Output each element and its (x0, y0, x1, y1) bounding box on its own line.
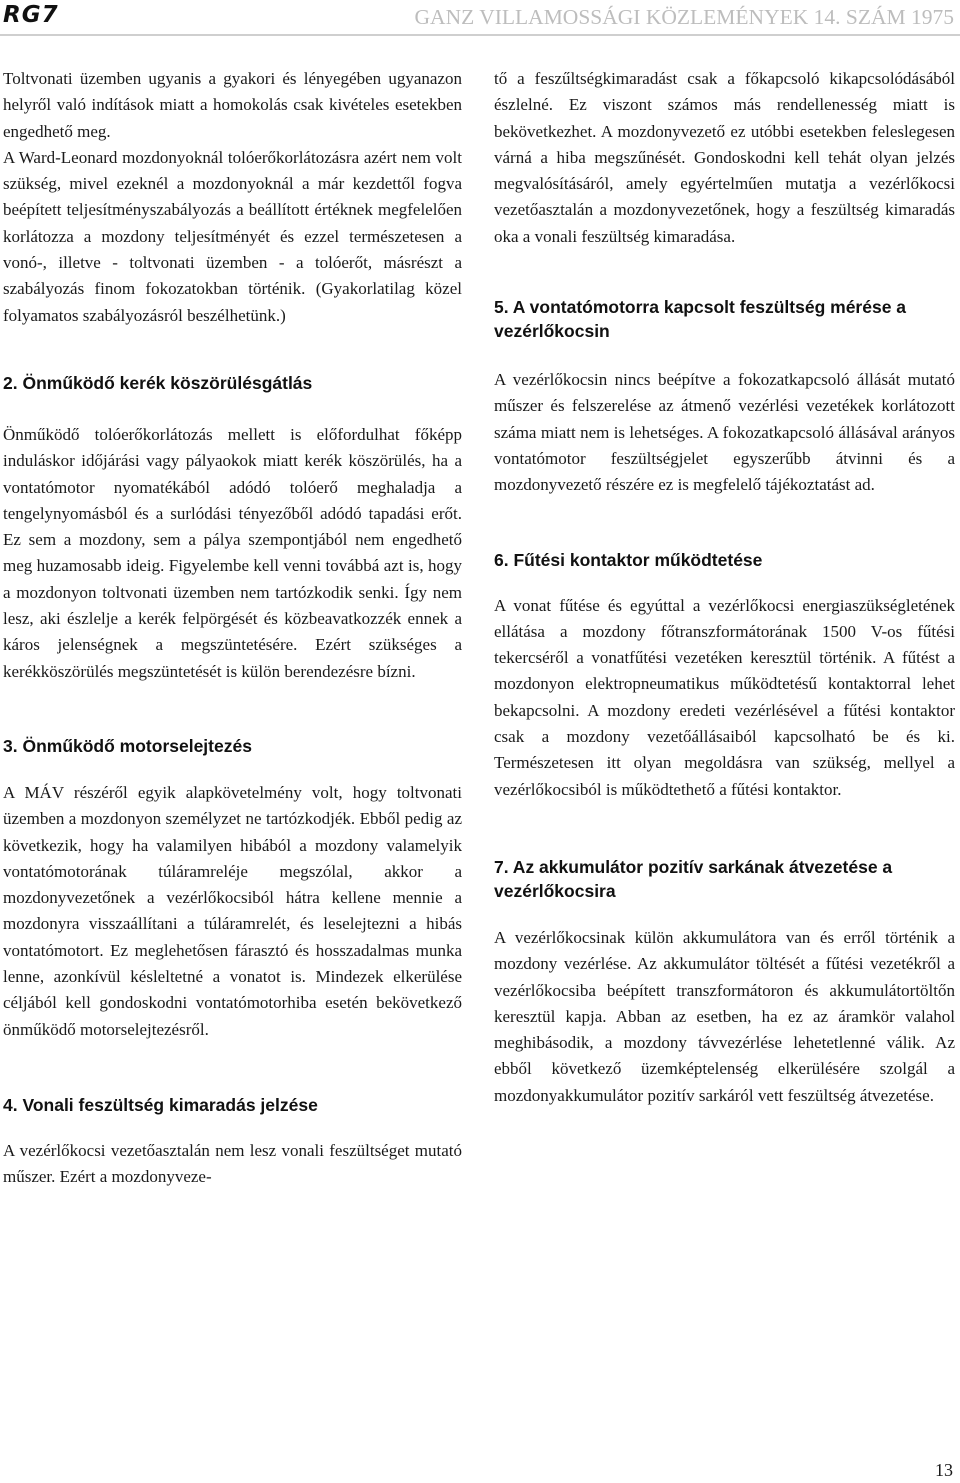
section-5-heading: 5. A vontatómotorra kapcsolt feszültség mérése a vezérlőkocsin (494, 297, 907, 342)
section-2-heading: 2. Önműködő kerék köszörülésgátlás (3, 372, 313, 393)
paragraph-ward-leonard: A Ward-Leonard mozdonyoknál tolóerőkorlátozásra azért nem volt szükség, mivel ezeknél a mozdonyoknál a már kezdettől fogva beépített teljesítményszabályozás a beállított értéknek megfelelően korlátozza a mozdony teljesítményét és ezzel természetesen a vonó-, illetve - toltvonati üzemben - a tolóerőt, másrészt a szabályozás finom fokozatokban történik. (Gyakorlatilag közel folyamatos szabályozásról beszélhetünk.) (3, 147, 462, 325)
page-header (0, 0, 960, 36)
left-column (3, 66, 462, 1191)
section-4-text: A vezérlőkocsi vezetőasztalán nem lesz vonali feszültséget mutató műszer. Ezért a mozdonyveze- (3, 1140, 462, 1187)
section-3-heading: 3. Önműködő motorselejtezés (3, 735, 252, 756)
section-4-heading: 4. Vonali feszültség kimaradás jelzése (3, 1094, 318, 1115)
section-4-continued: tő a feszűltségkimaradást csak a főkapcsoló kikapcsolódásából észlelné. Ez viszont számos más rendellenesség miatt is bekövetkezhet. A mozdonyvezető ez utóbbi esetekben feleslegesen várná a hiba megszűnését. Gondoskodni kell tehát olyan jelzés megvalósításáról, amely egyértelműen mutatja a vezérlőkocsi vezetőasztalán a mozdonyvezetőnek, hogy a feszültség kimaradás oka a vonali feszültség kimaradása. (494, 69, 955, 246)
paragraph-homokolas: Toltvonati üzemben ugyanis a gyakori és lényegében ugyanazon helyről való indítások miatt a homokolás csak kivételes esetekben engedhető meg. (3, 69, 462, 141)
right-column (494, 66, 955, 1109)
section-2-text: Önműködő tolóerőkorlátozás mellett is előfordulhat főképp induláskor időjárási vagy pályaokok miatt kerék köszörülés, ha a vontatómotor nyomatékából adódó tolóerő meghaladja a tengelynyomásból és a surlódási tényezőből adódó tapadási erőt. Ez sem a mozdony, sem a pálya szempontjából nem engedhető meg huzamosabb ideig. Figyelembe kell venni továbbá azt is, hogy a mozdonyon toltvonati üzemben nem tartózkodik senki. Így nem lesz, aki észlelje a kerék felpörgését és közbeavatkozzék ennek a káros jelenségnek a megszüntetésére. Ezért szükséges a kerékköszörülés megszüntetését is külön berendezésre bízni. (3, 424, 462, 681)
section-6-heading: 6. Fűtési kontaktor működtetése (494, 549, 763, 570)
section-5-text: A vezérlőkocsin nincs beépítve a fokozatkapcsoló állását mutató műszer és felszerelése az átmenő vezérlési vezetékek korlátozott száma miatt nem is lehetséges. A fokozatkapcsoló állásával arányos vontatómotor feszültségjelet egyszerűbb átvinni és a mozdonyvezető részére ez is megfelelő tájékoztatást ad. (494, 370, 955, 495)
section-3-text: A MÁV részéről egyik alapkövetelmény volt, hogy toltvonati üzemben a mozdonyon személyzet ne tartózkodjék. Ebből pedig az következik, hogy ha valamilyen hibából a mozdony valamelyik vontatómotorának túláramreléje megszólal, akkor a mozdonyvezetőnek a vezérlőkocsiból hátra kellene mennie a mozdonyra visszaállítani a túláramrelét, és leselejtezni a hibás vontatómotort. Ez meglehetősen fárasztó és hosszadalmas munka lenne, azonkívül késleltetné a vonatot is. Mindezek elkerülése céljából kell gondoskodni vontatómotorhiba esetén bekövetkező önműködő motorselejtezésről. (3, 782, 462, 1039)
journal-title: GANZ VILLAMOSSÁGI KÖZLEMÉNYEK 14. SZÁM 1975 (414, 5, 954, 29)
page-number: 13 (935, 1460, 953, 1480)
section-7-text: A vezérlőkocsinak külön akkumulátora van és erről történik a mozdony vezérlése. Az akkumulátor töltését a fűtési vezetékről a vezérlőkocsiba beépített transzformátoron és akkumulátortöltőn keresztül kapja. Abban az esetben, ha ez az áramkör valahol meghibásodik, a mozdony távvezérlése lehetetlenné válik. Az ebből következő üzemképtelenség elkerülésére szolgál a mozdonyakkumulátor pozitív sarkáról vett feszültség átvezetése. (494, 927, 955, 1105)
section-6-text: A vonat fűtése és egyúttal a vezérlőkocsi energiaszükségletének ellátása a mozdony főtranszformátorának 1500 V-os fűtési tekercséről a vonatfűtési vezetéken keresztül történik. A fűtést a mozdonyon elektropneumatikus működtetésű kontaktorral lehet bekapcsolni. A mozdony eredeti vezérlésével a fűtési kontaktor csak a mozdony vezetőállásaiból kapcsolható be és ki. Természetesen itt olyan megoldásra van szükség, mellyel a vezérlőkocsiból is működtethető a fűtési kontaktor. (494, 595, 955, 799)
section-7-heading: 7. Az akkumulátor pozitív sarkának átvezetése a vezérlőkocsira (494, 856, 893, 901)
publisher-logo: RG7 (3, 2, 59, 28)
header-divider (0, 34, 960, 36)
